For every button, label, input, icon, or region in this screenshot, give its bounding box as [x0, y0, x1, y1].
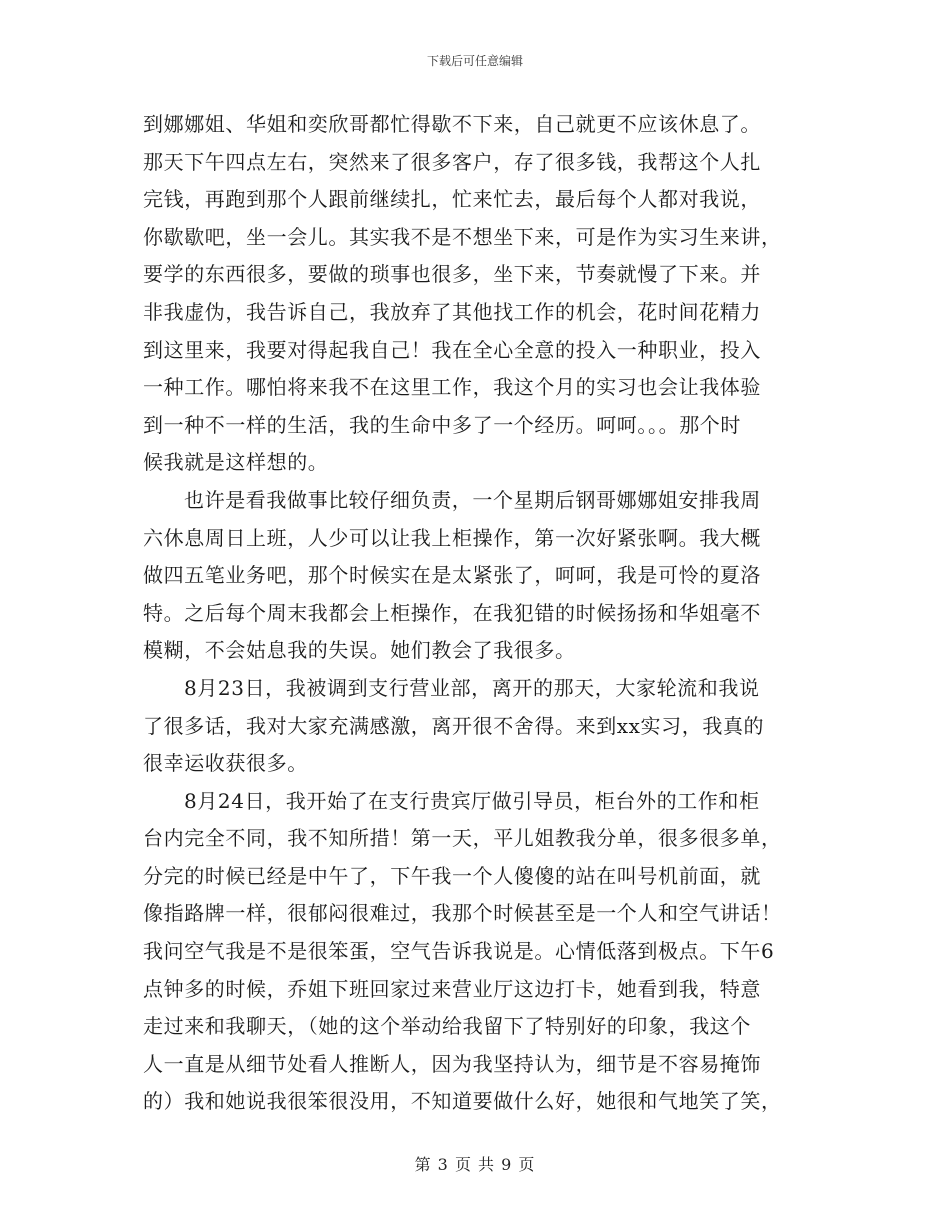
- paragraph-4: [143, 783, 813, 1121]
- text-line: 要学的东西很多，要做的琐事也很多，坐下来，节奏就慢了下来。并: [143, 262, 761, 287]
- text-line: 模糊，不会姑息我的失误。她们教会了我很多。: [143, 638, 576, 663]
- text-line: 非我虚伪，我告诉自己，我放弃了其他找工作的机会，花时间花精力: [143, 299, 761, 324]
- text-line: 我问空气我是不是很笨蛋，空气告诉我说是。心情低落到极点。下午6: [143, 939, 775, 964]
- paragraph-2: [143, 482, 813, 670]
- paragraph-3: [143, 670, 813, 783]
- text-line: 点钟多的时候，乔姐下班回家过来营业厅这边打卡，她看到我，特意: [143, 976, 761, 1001]
- text-line: 8月24日，我开始了在支行贵宾厅做引导员，柜台外的工作和柜: [184, 788, 760, 813]
- text-line: 那天下午四点左右，突然来了很多客户，存了很多钱，我帮这个人扎: [143, 149, 761, 174]
- text-line: 完钱，再跑到那个人跟前继续扎，忙来忙去，最后每个人都对我说，: [143, 187, 761, 212]
- text-line: 像指路牌一样，很郁闷很难过，我那个时候甚至是一个人和空气讲话！: [143, 901, 782, 926]
- text-line: 到娜娜姐、华姐和奕欣哥都忙得歇不下来，自己就更不应该休息了。: [143, 112, 761, 136]
- text-line: 人一直是从细节处看人推断人，因为我坚持认为，细节是不容易掩饰: [143, 1051, 761, 1076]
- page-header: 下载后可任意编辑: [426, 54, 523, 68]
- text-line: 走过来和我聊天，（她的这个举动给我留下了特别好的印象，我这个: [143, 1014, 751, 1039]
- text-line: 了很多话，我对大家充满感激，离开很不舍得。来到xx实习，我真的: [143, 713, 765, 738]
- text-line: 到这里来，我要对得起我自己！我在全心全意的投入一种职业，投入: [143, 337, 761, 362]
- text-line: 也许是看我做事比较仔细负责，一个星期后钢哥娜娜姐安排我周: [184, 487, 761, 512]
- page-number: 第 3 页 共 9 页: [414, 1155, 536, 1174]
- text-line: 特。之后每个周末我都会上柜操作，在我犯错的时候扬扬和华姐毫不: [143, 600, 761, 625]
- text-line: 候我就是这样想的。: [143, 450, 329, 475]
- text-line: 你歇歇吧，坐一会儿。其实我不是不想坐下来，可是作为实习生来讲，: [143, 224, 782, 249]
- text-line: 六休息周日上班，人少可以让我上柜操作，第一次好紧张啊。我大概: [143, 525, 761, 550]
- text-line: 8月23日，我被调到支行营业部，离开的那天，大家轮流和我说: [184, 675, 760, 700]
- text-line: 台内完全不同，我不知所措！第一天，平儿姐教我分单，很多很多单，: [143, 826, 782, 851]
- text-line: 做四五笔业务吧，那个时候实在是太紧张了，呵呵，我是可怜的夏洛: [143, 563, 761, 588]
- text-line: 分完的时候已经是中午了，下午我一个人傻傻的站在叫号机前面，就: [143, 863, 761, 888]
- text-line: 一种工作。哪怕将来我不在这里工作，我这个月的实习也会让我体验: [143, 375, 761, 400]
- paragraph-1: [143, 106, 813, 482]
- text-line: 到一种不一样的生活，我的生命中多了一个经历。呵呵。。。那个时: [143, 412, 741, 437]
- text-line: 很幸运收获很多。: [143, 751, 308, 776]
- text-line: 的）我和她说我很笨很没用，不知道要做什么好，她很和气地笑了笑，: [143, 1089, 782, 1114]
- document-body: [143, 106, 813, 1121]
